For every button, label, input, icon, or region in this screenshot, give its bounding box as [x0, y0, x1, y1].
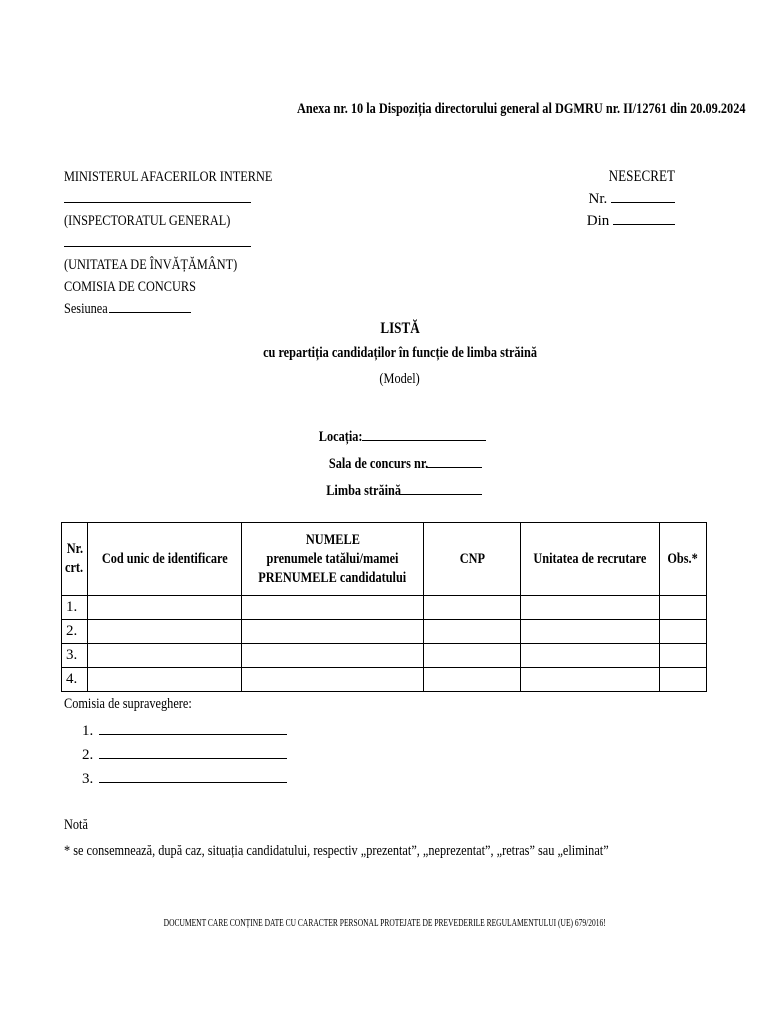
supervision-member-2 [82, 744, 287, 764]
cell-nume[interactable] [242, 620, 423, 644]
cell-unitatea[interactable] [520, 596, 659, 620]
cell-unitatea[interactable] [520, 644, 659, 668]
member-number: 1. [82, 723, 94, 739]
din-blank [613, 212, 675, 225]
header-nr-crt [62, 523, 88, 596]
supervision-member-3 [82, 768, 287, 788]
cell-obs[interactable] [659, 620, 706, 644]
header-unitatea [520, 523, 659, 596]
cell-unitatea[interactable] [520, 668, 659, 692]
table-row [62, 620, 707, 644]
inspectorate-label: (INSPECTORATUL GENERAL) [64, 213, 231, 229]
table-header-row [62, 523, 707, 596]
session-blank [109, 300, 191, 313]
din-field [585, 210, 675, 232]
ministry-name: MINISTERUL AFACERILOR INTERNE [64, 169, 273, 185]
header-nume-line3: PRENUMELE candidatului [258, 569, 407, 586]
session-field [64, 298, 318, 320]
din-label: Din [586, 213, 610, 229]
location-block [0, 424, 770, 505]
cell-cnp[interactable] [423, 620, 520, 644]
header-nume [242, 523, 423, 596]
right-header [585, 166, 675, 232]
nr-blank [611, 190, 675, 203]
left-header [64, 166, 318, 320]
classification-label: NESECRET [608, 168, 675, 185]
header-nume-line2: prenumele tatălui/mamei [266, 550, 399, 567]
locatia-row [0, 424, 770, 451]
supervision-member-1 [82, 720, 287, 740]
cell-cnp[interactable] [423, 644, 520, 668]
limba-label: Limba străină [326, 483, 402, 499]
supervision-label-text: Comisia de supraveghere: [64, 696, 192, 712]
candidates-table [61, 522, 707, 692]
row-number: 3. [62, 644, 88, 668]
model-label [0, 371, 770, 388]
cell-obs[interactable] [659, 644, 706, 668]
footer-text: DOCUMENT CARE CONȚINE DATE CU CARACTER PERSONAL PROTEJATE DE PREVEDERILE REGULAMENTULUI (UE) 679/2016! [163, 918, 607, 929]
header-cod [88, 523, 242, 596]
note-label-text: Notă [64, 817, 88, 833]
locatia-blank [362, 428, 486, 441]
header-cod-text: Cod unic de identificare [101, 550, 228, 567]
document-subtitle [0, 345, 770, 362]
sala-row [0, 451, 770, 478]
header-nr-line2: crt. [65, 560, 84, 576]
sala-blank [426, 455, 482, 468]
cell-nume[interactable] [242, 668, 423, 692]
cell-cod[interactable] [88, 644, 242, 668]
header-nume-line1: NUMELE [305, 531, 360, 548]
header-obs [659, 523, 706, 596]
cell-cnp[interactable] [423, 596, 520, 620]
supervision-label [64, 696, 220, 713]
note-label [64, 817, 93, 834]
header-cnp-text: CNP [459, 550, 485, 567]
annex-text: Anexa nr. 10 la Dispoziția directorului general al DGMRU nr. II/12761 din 20.09.2024 [297, 101, 746, 117]
inspectorate-blank-line [64, 188, 318, 210]
nr-label: Nr. [588, 191, 608, 207]
cell-obs[interactable] [659, 596, 706, 620]
table-row [62, 596, 707, 620]
row-number: 4. [62, 668, 88, 692]
cell-cod[interactable] [88, 596, 242, 620]
table-row [62, 668, 707, 692]
header-nr-line1: Nr. [66, 541, 83, 557]
cell-nume[interactable] [242, 596, 423, 620]
member-signature-line[interactable] [99, 720, 287, 735]
header-cnp [423, 523, 520, 596]
member-signature-line[interactable] [99, 768, 287, 783]
member-number: 2. [82, 747, 94, 763]
nr-field [585, 188, 675, 210]
row-number: 2. [62, 620, 88, 644]
sala-label: Sala de concurs nr. [329, 456, 429, 472]
member-signature-line[interactable] [99, 744, 287, 759]
member-number: 3. [82, 771, 94, 787]
school-label: (UNITATEA DE ÎNVĂȚĂMÂNT) [64, 257, 238, 273]
title-text: LISTĂ [380, 320, 420, 337]
cell-cnp[interactable] [423, 668, 520, 692]
note-text [64, 843, 728, 860]
annex-reference [297, 101, 770, 118]
cell-cod[interactable] [88, 668, 242, 692]
model-text: (Model) [379, 371, 421, 387]
limba-blank [400, 482, 482, 495]
cell-nume[interactable] [242, 644, 423, 668]
school-blank-line [64, 232, 318, 254]
document-title [0, 320, 770, 338]
cell-obs[interactable] [659, 668, 706, 692]
subtitle-text: cu repartiția candidaților în funcție de limba străină [263, 345, 537, 361]
session-label: Sesiunea [64, 301, 108, 317]
cell-unitatea[interactable] [520, 620, 659, 644]
commission-label: COMISIA DE CONCURS [64, 279, 196, 295]
table-row [62, 644, 707, 668]
cell-cod[interactable] [88, 620, 242, 644]
row-number: 1. [62, 596, 88, 620]
note-text-content: * se consemnează, după caz, situația candidatului, respectiv „prezentat”, „neprezentat”, „retras” sau „eliminat” [64, 843, 609, 859]
header-unitatea-text: Unitatea de recrutare [533, 550, 647, 567]
locatia-label: Locația: [319, 429, 363, 445]
limba-row [0, 478, 770, 505]
header-obs-text: Obs.* [667, 550, 699, 567]
footer-notice [0, 918, 770, 929]
